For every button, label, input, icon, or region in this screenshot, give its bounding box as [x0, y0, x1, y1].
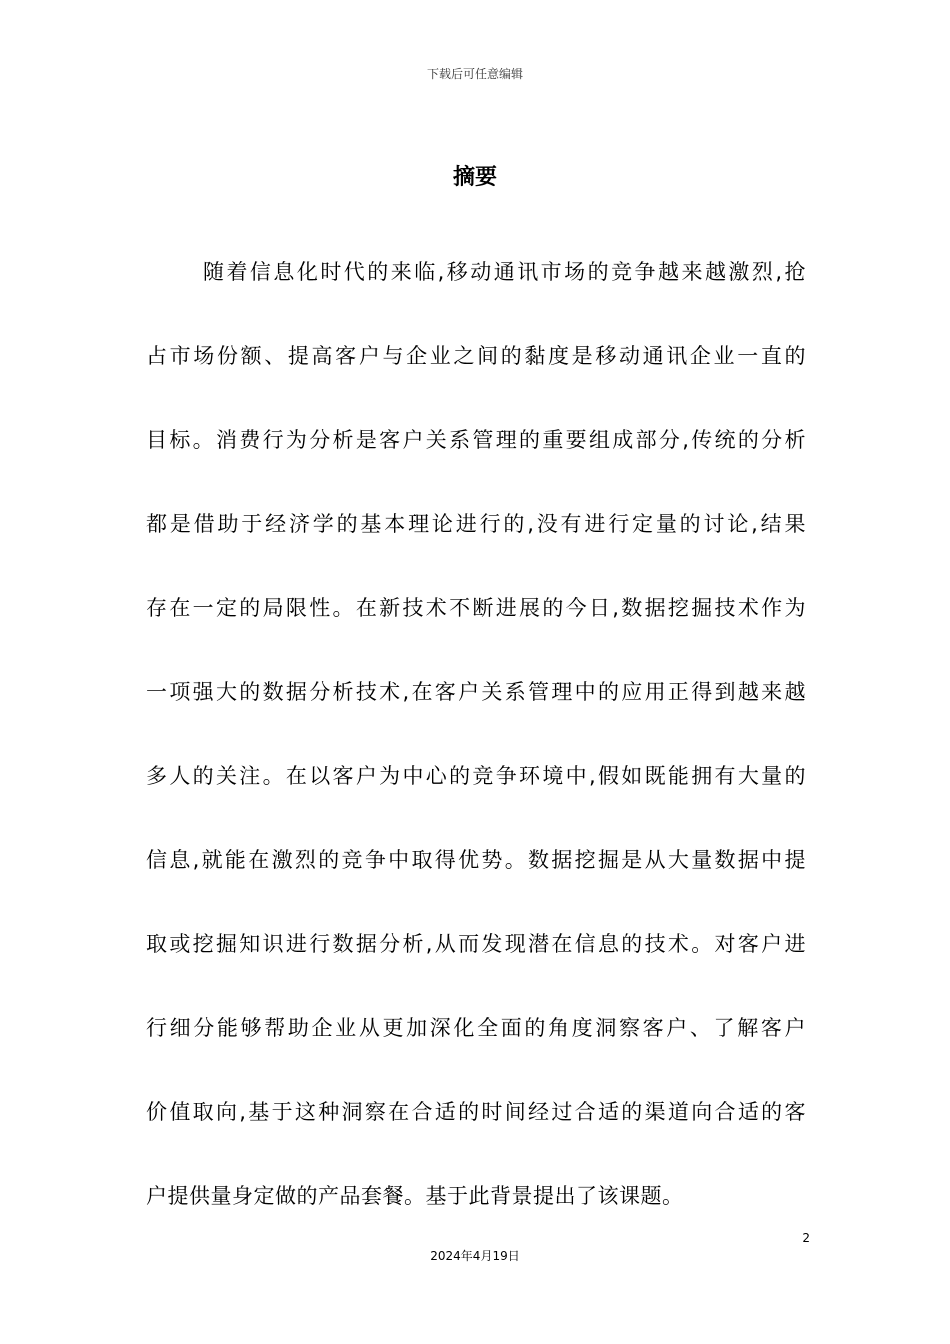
paragraph-line: 价值取向,基于这种洞察在合适的时间经过合适的渠道向合适的客 [146, 1100, 806, 1124]
paragraph-line: 多人的关注。在以客户为中心的竞争环境中,假如既能拥有大量的 [146, 764, 806, 788]
page-title: 摘要 [452, 165, 497, 190]
paragraph-line: 行细分能够帮助企业从更加深化全面的角度洞察客户、了解客户 [146, 1016, 806, 1040]
paragraph-line: 随着信息化时代的来临,移动通讯市场的竞争越来越激烈,抢 [203, 260, 806, 284]
paragraph-line: 占市场份额、提高客户与企业之间的黏度是移动通讯企业一直的 [146, 344, 806, 368]
footer-date: 2024年4月19日 [430, 1249, 520, 1263]
page-number: 2 [802, 1231, 810, 1245]
paragraph-line: 都是借助于经济学的基本理论进行的,没有进行定量的讨论,结果 [146, 512, 806, 536]
paragraph-line: 户提供量身定做的产品套餐。基于此背景提出了该课题。 [146, 1184, 684, 1208]
paragraph-line: 信息,就能在激烈的竞争中取得优势。数据挖掘是从大量数据中提 [146, 848, 806, 872]
paragraph-line: 取或挖掘知识进行数据分析,从而发现潜在信息的技术。对客户进 [146, 932, 806, 956]
header-note: 下载后可任意编辑 [426, 67, 523, 81]
paragraph-line: 目标。消费行为分析是客户关系管理的重要组成部分,传统的分析 [146, 428, 806, 452]
paragraph-line: 一项强大的数据分析技术,在客户关系管理中的应用正得到越来越 [146, 680, 806, 704]
paragraph-line: 存在一定的局限性。在新技术不断进展的今日,数据挖掘技术作为 [146, 596, 806, 620]
abstract-body [146, 255, 806, 1263]
